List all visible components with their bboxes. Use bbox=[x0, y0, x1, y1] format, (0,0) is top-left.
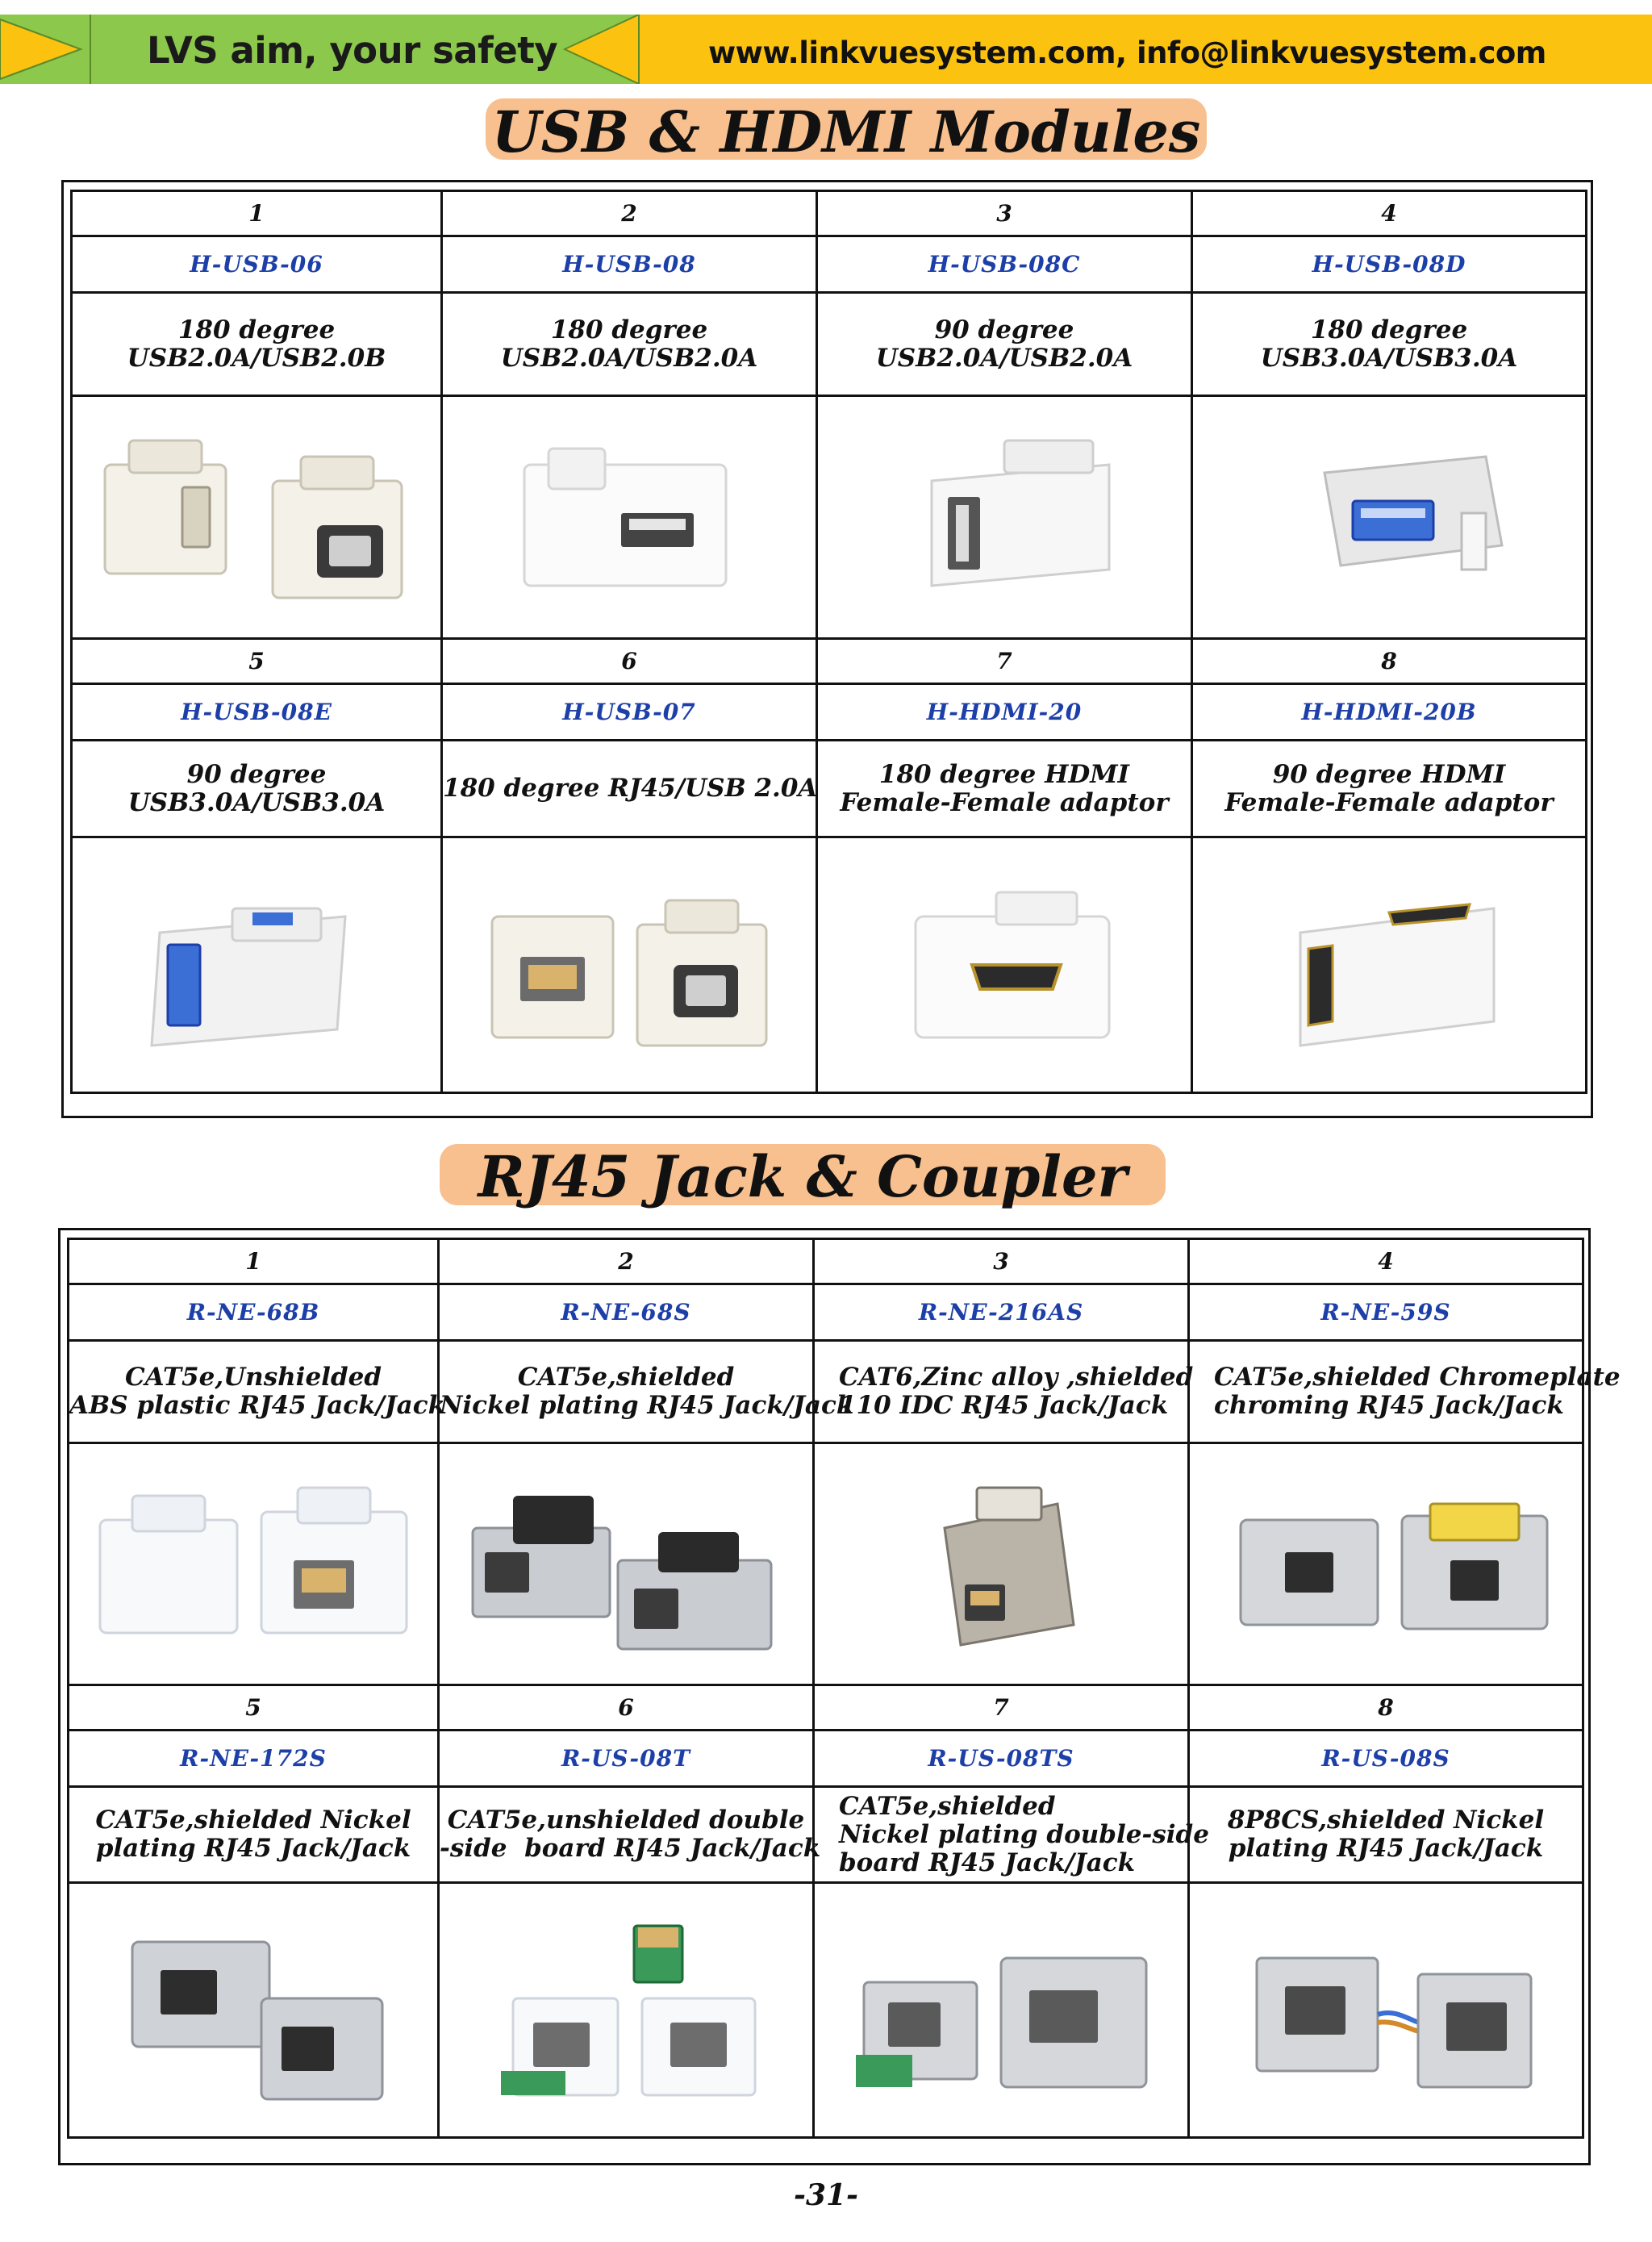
product-number: 4 bbox=[1189, 1239, 1583, 1284]
row-images bbox=[69, 1883, 1583, 2138]
usb-keystone-image bbox=[476, 424, 782, 610]
product-description: 180 degree RJ45/USB 2.0A bbox=[442, 741, 817, 837]
row-descriptions bbox=[69, 1341, 1583, 1443]
usb3-keystone-90deg-image bbox=[103, 868, 410, 1062]
product-number: 1 bbox=[72, 191, 442, 236]
product-code: H-USB-06 bbox=[72, 236, 442, 293]
row-descriptions bbox=[72, 293, 1587, 396]
product-code: R-US-08TS bbox=[814, 1731, 1189, 1787]
product-code: H-USB-07 bbox=[442, 684, 817, 741]
row-codes bbox=[72, 684, 1587, 741]
product-description: CAT6,Zinc alloy ,shielded 110 IDC RJ45 Jack/Jack bbox=[814, 1341, 1189, 1443]
row-codes bbox=[69, 1731, 1583, 1787]
product-code: H-USB-08D bbox=[1192, 236, 1587, 293]
product-description: CAT5e,unshielded double -side board RJ45 Jack/Jack bbox=[439, 1787, 814, 1883]
rj45-usb-keystone-image bbox=[460, 868, 799, 1062]
row-codes bbox=[72, 236, 1587, 293]
row-codes bbox=[69, 1284, 1583, 1341]
product-image-cell bbox=[817, 837, 1192, 1093]
usb-keystone-90deg-image bbox=[851, 424, 1158, 610]
product-image-cell bbox=[442, 396, 817, 639]
product-code: R-NE-68S bbox=[439, 1284, 814, 1341]
product-code: H-USB-08C bbox=[817, 236, 1192, 293]
product-number: 5 bbox=[72, 639, 442, 684]
product-image-cell bbox=[442, 837, 817, 1093]
product-image-cell bbox=[72, 396, 442, 639]
rj45-shielded-double-side-image bbox=[832, 1910, 1170, 2111]
rj45-8p8c-shielded-image bbox=[1216, 1910, 1555, 2111]
row-numbers bbox=[69, 1239, 1583, 1284]
product-description: 90 degree USB3.0A/USB3.0A bbox=[72, 741, 442, 837]
product-code: R-NE-172S bbox=[69, 1731, 439, 1787]
product-number: 4 bbox=[1192, 191, 1587, 236]
product-code: H-HDMI-20B bbox=[1192, 684, 1587, 741]
product-number: 3 bbox=[817, 191, 1192, 236]
product-number: 2 bbox=[439, 1239, 814, 1284]
product-code: H-USB-08E bbox=[72, 684, 442, 741]
rj45-double-side-board-image bbox=[465, 1910, 787, 2111]
product-number: 1 bbox=[69, 1239, 439, 1284]
contact-info[interactable]: www.linkvuesystem.com, info@linkvuesystem.com bbox=[708, 35, 1546, 70]
rj45-nickel-coupler-image bbox=[100, 1910, 407, 2111]
product-description: CAT5e,Unshielded ABS plastic RJ45 Jack/Jack bbox=[69, 1341, 439, 1443]
product-description: 180 degree USB2.0A/USB2.0B bbox=[72, 293, 442, 396]
section-title-rj45: RJ45 Jack & Coupler bbox=[440, 1144, 1166, 1205]
product-description: 8P8CS,shielded Nickel plating RJ45 Jack/Jack bbox=[1189, 1787, 1583, 1883]
product-description: CAT5e,shielded Nickel plating RJ45 Jack/Jack bbox=[439, 1341, 814, 1443]
product-image-cell bbox=[439, 1883, 814, 2138]
product-number: 7 bbox=[817, 639, 1192, 684]
usb-hdmi-product-table bbox=[70, 190, 1587, 1094]
cat6-zinc-coupler-image bbox=[848, 1472, 1154, 1657]
product-code: H-USB-08 bbox=[442, 236, 817, 293]
product-image-cell bbox=[814, 1883, 1189, 2138]
product-description: 180 degree HDMI Female-Female adaptor bbox=[817, 741, 1192, 837]
row-descriptions bbox=[72, 741, 1587, 837]
product-image-cell bbox=[814, 1443, 1189, 1685]
brand-slogan: LVS aim, your safety bbox=[147, 29, 558, 72]
usb3-keystone-image bbox=[1228, 424, 1550, 610]
hdmi-keystone-90deg-image bbox=[1228, 868, 1550, 1062]
product-description: 180 degree USB2.0A/USB2.0A bbox=[442, 293, 817, 396]
rj45-chromeplate-coupler-image bbox=[1208, 1472, 1563, 1657]
usb-keystone-pair-image bbox=[87, 424, 426, 610]
product-number: 6 bbox=[442, 639, 817, 684]
row-images bbox=[69, 1443, 1583, 1685]
product-description: CAT5e,shielded Nickel plating double-side board RJ45 Jack/Jack bbox=[814, 1787, 1189, 1883]
page-number: -31- bbox=[794, 2178, 858, 2212]
product-number: 6 bbox=[439, 1685, 814, 1731]
product-code: R-NE-59S bbox=[1189, 1284, 1583, 1341]
header-banner bbox=[0, 15, 1652, 84]
row-descriptions bbox=[69, 1787, 1583, 1883]
product-image-cell bbox=[1189, 1443, 1583, 1685]
row-images bbox=[72, 396, 1587, 639]
product-image-cell bbox=[1189, 1883, 1583, 2138]
rj45-shielded-coupler-image bbox=[457, 1472, 795, 1657]
product-description: CAT5e,shielded Chromeplate chroming RJ45 Jack/Jack bbox=[1189, 1341, 1583, 1443]
product-image-cell bbox=[1192, 837, 1587, 1093]
product-image-cell bbox=[1192, 396, 1587, 639]
product-description: 90 degree HDMI Female-Female adaptor bbox=[1192, 741, 1587, 837]
product-code: R-US-08T bbox=[439, 1731, 814, 1787]
product-description: 90 degree USB2.0A/USB2.0A bbox=[817, 293, 1192, 396]
row-images bbox=[72, 837, 1587, 1093]
hdmi-keystone-image bbox=[851, 868, 1158, 1062]
product-number: 8 bbox=[1192, 639, 1587, 684]
section-title-usb-hdmi: USB & HDMI Modules bbox=[486, 98, 1207, 160]
product-number: 5 bbox=[69, 1685, 439, 1731]
product-number: 2 bbox=[442, 191, 817, 236]
product-number: 7 bbox=[814, 1685, 1189, 1731]
rj45-unshielded-coupler-image bbox=[84, 1472, 423, 1657]
product-image-cell bbox=[69, 1883, 439, 2138]
rj45-product-table bbox=[67, 1238, 1621, 2139]
product-number: 8 bbox=[1189, 1685, 1583, 1731]
product-image-cell bbox=[439, 1443, 814, 1685]
product-image-cell bbox=[69, 1443, 439, 1685]
row-numbers bbox=[72, 639, 1587, 684]
product-code: R-NE-68B bbox=[69, 1284, 439, 1341]
row-numbers bbox=[72, 191, 1587, 236]
row-numbers bbox=[69, 1685, 1583, 1731]
product-number: 3 bbox=[814, 1239, 1189, 1284]
product-image-cell bbox=[817, 396, 1192, 639]
product-code: H-HDMI-20 bbox=[817, 684, 1192, 741]
product-description: 180 degree USB3.0A/USB3.0A bbox=[1192, 293, 1587, 396]
product-code: R-US-08S bbox=[1189, 1731, 1583, 1787]
product-image-cell bbox=[72, 837, 442, 1093]
product-description: CAT5e,shielded Nickel plating RJ45 Jack/Jack bbox=[69, 1787, 439, 1883]
product-code: R-NE-216AS bbox=[814, 1284, 1189, 1341]
